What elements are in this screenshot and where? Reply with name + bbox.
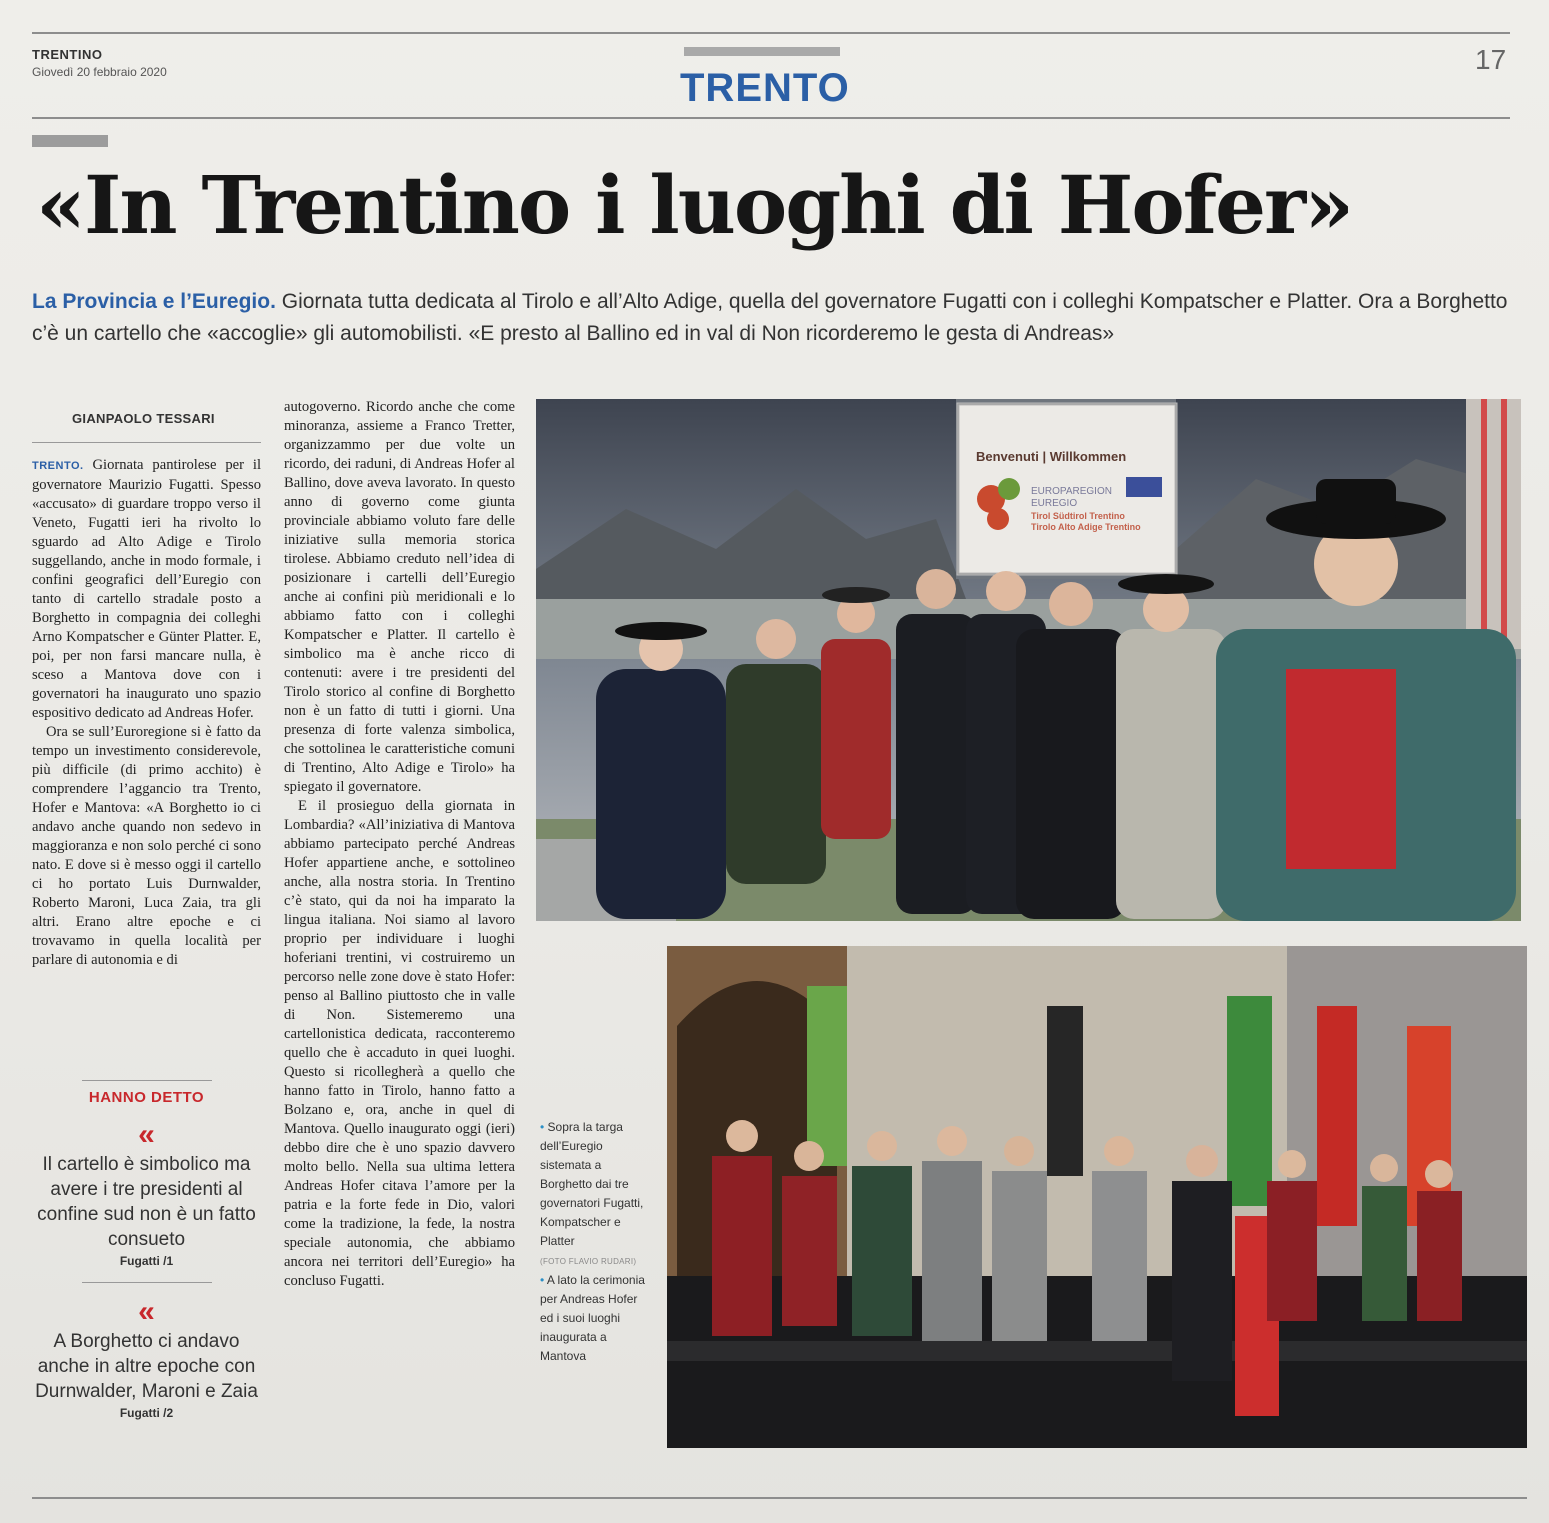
photo-borghetto-sign — [536, 399, 1521, 921]
quote-rule — [82, 1282, 212, 1283]
lede — [32, 286, 1522, 350]
photo-credit: (FOTO FLAVIO RUDARI) — [540, 1257, 637, 1266]
top-rule — [32, 32, 1510, 34]
article-column-1 — [32, 456, 261, 970]
paragraph — [32, 456, 261, 723]
quote-text: Il cartello è simbolico ma avere i tre presidenti al confine sud non è un fatto consueto — [37, 1154, 256, 1250]
caption-first: Sopra la targa dell’Euregio sistemata a Borghetto dai tre governatori Fugatti, Kompatscher e Platter — [540, 1120, 644, 1248]
photo-caption — [540, 1118, 652, 1366]
paragraph-text: Giornata pantirolese per il governatore Maurizio Fugatti. Spesso «accusato» di guardare troppo verso il Veneto, Fugatti ieri ha rivolto lo sguardo ad Alto Adige e Tirolo suggellando, anche in modo formale, i confini geografici dell’Euregio con tanto di cartello stradale posto a Borghetto in compagnia dei colleghi Arno Kompatscher e Günter Platter. E, poi, per non farsi mancare nulla, è sceso a Mantova dove con i governatori ha inaugurato uno spazio espositivo dedicato ad Andreas Hofer. — [32, 457, 261, 721]
quote-rule — [82, 1080, 212, 1081]
section-title: TRENTO — [680, 66, 850, 110]
bottom-rule — [32, 1497, 1527, 1499]
sign-line-3: EUREGIO — [1031, 498, 1078, 509]
paragraph: Ora se sull’Euroregione si è fatto da tempo un investimento considerevole, più difficile (di primo acchito) è comprendere l’aggancio tra Trento, Hofer e Mantova: «A Borghetto io ci andavo anche quando non sedevo in maggioranza e non solo perché ci sono nato. E dove si è messo oggi il cartello ci ho portato Luis Durnwalder, Roberto Maroni, Luca Zaia, tra gli altri. Erano altre epoche e ci trovavamo in quella località per parlare di autonomia e di — [32, 724, 261, 968]
newspaper-name: TRENTINO — [32, 47, 103, 62]
caption-bullet: • — [540, 1273, 545, 1287]
paragraph: E il prosieguo della giornata in Lombardia? «All’iniziativa di Mantova abbiamo partecipato perché Andreas Hofer appartiene anche, e sottolineo anche, alla nostra storia. In Trentino c’è stato, qui da noi ha imparato la lingua italiana. Noi siamo al lavoro proprio per individuare i luoghi hoferiani trentini, vi costruiremo un percorso nelle zone dove è stato Hofer: penso al Ballino piuttosto che in valle di Non. Sistemeremo una cartellonistica dedicata, racconteremo quello che è accaduto in quei luoghi. Questo si ricollegherà a quello che hanno fatto in Tirolo, hanno fatto a Bolzano e, ora, anche in quel di Mantova. Quello inaugurato oggi (ieri) debbo dire che è uno spazio davvero molto bello. Nella sua ultima lettera Andreas Hofer citava l’amore per la patria e la forte fede in Dio, valori come la tradizione, la fede, la nostra speciale autonomia, che abbiamo ancora nei territori dell’Euregio» ha concluso Fugatti. — [284, 798, 515, 1289]
quote-mark: « — [138, 1295, 155, 1328]
caption-second: A lato la cerimonia per Andreas Hofer ed i suoi luoghi inaugurata a Mantova — [540, 1273, 645, 1363]
photo-illustration — [667, 946, 1527, 1448]
photo-illustration — [536, 399, 1521, 921]
byline-rule — [32, 442, 261, 443]
quote-attribution: Fugatti /1 — [119, 1254, 174, 1268]
quote-mark: « — [138, 1118, 155, 1151]
header-rule — [32, 117, 1510, 119]
quote-attribution: Fugatti /2 — [119, 1406, 174, 1420]
article-column-2 — [284, 398, 515, 1291]
headline: «In Trentino i luoghi di Hofer» — [36, 158, 1353, 252]
byline: GIANPAOLO TESSARI — [72, 411, 215, 426]
sign-line-4: Tirol Südtirol Trentino — [1031, 511, 1125, 521]
lede-text: Giornata tutta dedicata al Tirolo e all’Alto Adige, quella del governatore Fugatti con i colleghi Kompatscher e Platter. Ora a Borghetto c’è un cartello che «accoglie» gli automobilisti. «E presto al Ballino ed in val di Non ricorderemo le gesta di Andreas» — [32, 290, 1508, 345]
sign-line-2: EUROPAREGION — [1031, 486, 1112, 497]
page-number: 17 — [1475, 44, 1507, 75]
photo-mantova-ceremony — [667, 946, 1527, 1448]
issue-date: Giovedì 20 febbraio 2020 — [32, 65, 167, 79]
quote-text: A Borghetto ci andavo anche in altre epoche con Durnwalder, Maroni e Zaia — [35, 1331, 258, 1402]
quotes-box — [32, 1080, 261, 1420]
quotes-heading: HANNO DETTO — [88, 1089, 205, 1106]
dateline: TRENTO. — [32, 460, 84, 472]
kicker-bar — [32, 135, 108, 147]
caption-bullet: • — [540, 1120, 545, 1134]
sign-line-1: Benvenuti | Willkommen — [976, 449, 1127, 464]
paragraph: autogoverno. Ricordo anche che come minoranza, assieme a Franco Tretter, organizzammo per due volte un ricordo, dei raduni, di Andreas Hofer al Ballino, dove aveva lavorato. In questo anno di governo come giunta provinciale abbiamo voluto fare delle iniziative sulla memoria storica tirolese. Abbiamo creduto nell’idea di posizionare i cartelli dell’Euregio anche ai confini più meridionali e lo abbiamo fatto con i colleghi Kompatscher e Platter. Il cartello è simbolico ma è anche ricco di contenuti: avere i tre presidenti del Tirolo storico al confine di Borghetto non è un fatto di tutti i giorni. Una presenza di forte valenza simbolica, che sottolinea le caratteristiche comuni di Trentino, Alto Adige e Tirolo» ha spiegato il governatore. — [284, 399, 515, 795]
sign-line-5: Tirolo Alto Adige Trentino — [1031, 522, 1141, 532]
section-tab-bar — [684, 47, 840, 56]
lede-lead: La Provincia e l’Euregio. — [32, 290, 276, 313]
